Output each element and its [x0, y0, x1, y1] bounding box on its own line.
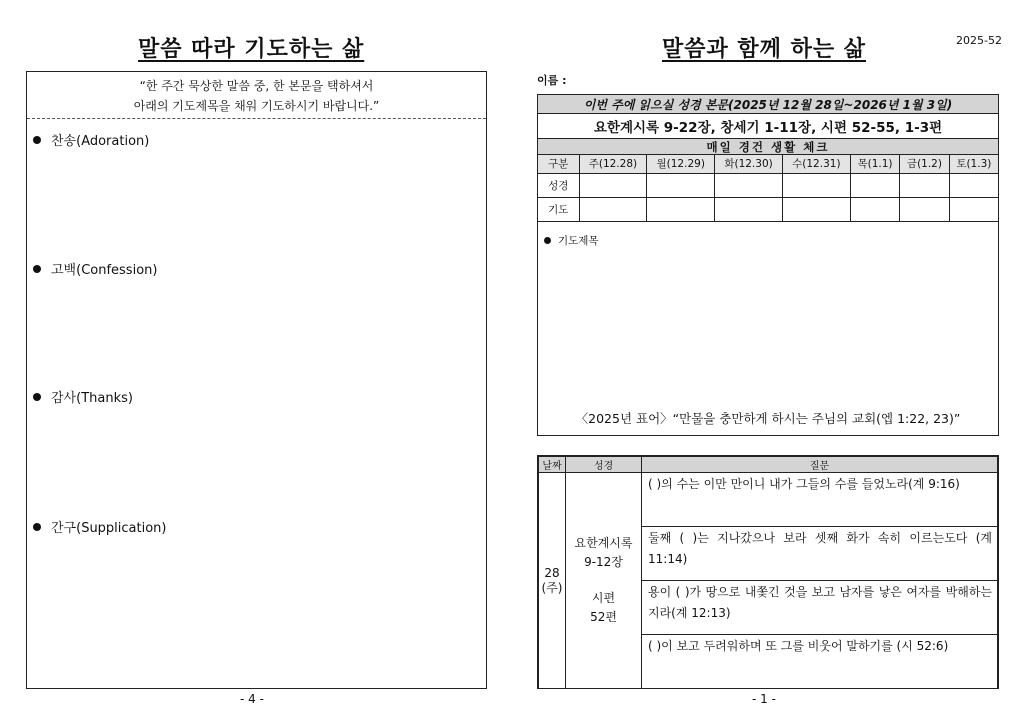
instruction-line-2: 아래의 기도제목을 채워 기도하시기 바랍니다.” [133, 99, 380, 113]
quiz-header-bible: 성경 [566, 457, 642, 473]
check-cell[interactable] [782, 197, 850, 221]
left-page-number: - 4 - [240, 692, 264, 706]
instruction-line-1: “한 주간 묵상한 말씀 중, 한 본문을 택하셔서 [139, 79, 374, 93]
bullet-icon [33, 136, 41, 144]
section-label: 고백(Confession) [51, 263, 158, 278]
check-cell[interactable] [782, 173, 850, 197]
left-page-title: 말씀 따라 기도하는 삶 [138, 37, 365, 62]
bullet-icon [544, 237, 551, 244]
quiz-bible-book-1: 요한계시록 [574, 536, 633, 550]
section-label: 감사(Thanks) [51, 391, 133, 406]
section-thanks [33, 387, 133, 406]
prayer-worksheet [26, 71, 487, 689]
check-row-label: 기도 [538, 197, 579, 221]
section-label: 찬송(Adoration) [51, 134, 150, 149]
quiz-date-day: (주) [541, 580, 563, 595]
section-supplication [33, 517, 167, 536]
spacer [566, 572, 641, 589]
check-cell[interactable] [949, 197, 998, 221]
check-cell[interactable] [900, 173, 949, 197]
section-confession [33, 259, 157, 278]
name-label: 이름 : [537, 74, 567, 87]
daily-check-title: 매일 경건 생활 체크 [538, 139, 998, 155]
check-header-row [538, 155, 998, 173]
check-row-bible [538, 173, 998, 197]
check-header: 수(12.31) [782, 155, 850, 173]
quiz-bible-book-2: 시편 [591, 591, 616, 605]
check-header: 주(12.28) [579, 155, 647, 173]
quiz-header-date: 날짜 [539, 457, 566, 473]
quiz-table [538, 456, 998, 689]
quiz-bible-cell [566, 473, 642, 689]
check-header: 금(1.2) [900, 155, 949, 173]
bullet-icon [33, 523, 41, 531]
check-cell[interactable] [579, 173, 647, 197]
quiz-header-row [539, 457, 998, 473]
check-header: 목(1.1) [850, 155, 899, 173]
check-row-label: 성경 [538, 173, 579, 197]
quiz-question: 둘째 ( )는 지나갔으나 보라 셋째 화가 속히 이르는도다 (계 11:14) [642, 527, 998, 581]
quiz-question: ( )이 보고 두려워하며 또 그를 비웃어 말하기를 (시 52:6) [642, 635, 998, 689]
quiz-date-number: 28 [544, 565, 560, 580]
right-page-number: - 1 - [752, 692, 776, 706]
quiz-header-question: 질문 [642, 457, 998, 473]
check-cell[interactable] [850, 173, 899, 197]
quiz-question: ( )의 수는 이만 만이니 내가 그들의 수를 들었노라(계 9:16) [642, 473, 998, 527]
bulletin-code: 2025-52 [956, 34, 1002, 47]
year-motto: 〈2025년 표어〉“만물을 충만하게 하시는 주님의 교회(엡 1:22, 23)” [575, 411, 961, 426]
check-cell[interactable] [579, 197, 647, 221]
check-header: 화(12.30) [715, 155, 783, 173]
reading-banner: 이번 주에 읽으실 성경 본문(2025년 12월 28일~2026년 1월 3일) [538, 95, 998, 114]
check-cell[interactable] [715, 173, 783, 197]
prayer-topic-text: 기도제목 [558, 235, 599, 247]
prayer-topic-label [544, 233, 599, 248]
check-row-prayer [538, 197, 998, 221]
quiz-row [539, 473, 998, 527]
quiz-box [537, 455, 999, 689]
instruction-text [27, 72, 486, 119]
check-cell[interactable] [647, 197, 715, 221]
check-header: 구분 [538, 155, 579, 173]
bullet-icon [33, 393, 41, 401]
reading-reference: 요한계시록 9-22장, 창세기 1-11장, 시편 52-55, 1-3편 [538, 114, 998, 139]
check-header: 월(12.29) [647, 155, 715, 173]
check-cell[interactable] [647, 173, 715, 197]
check-cell[interactable] [900, 197, 949, 221]
check-cell[interactable] [715, 197, 783, 221]
quiz-date-cell [539, 473, 566, 689]
quiz-question: 용이 ( )가 땅으로 내쫓긴 것을 보고 남자를 낳은 여자를 박해하는지라(계 12:13) [642, 581, 998, 635]
right-page-title: 말씀과 함께 하는 삶 [662, 37, 866, 62]
check-cell[interactable] [949, 173, 998, 197]
daily-check-table [538, 155, 998, 222]
section-adoration [33, 130, 149, 149]
bullet-icon [33, 265, 41, 273]
check-header: 토(1.3) [949, 155, 998, 173]
section-label: 간구(Supplication) [51, 521, 167, 536]
check-cell[interactable] [850, 197, 899, 221]
quiz-bible-chapters-2: 52편 [590, 610, 617, 624]
reading-plan-box [537, 94, 999, 436]
quiz-bible-chapters-1: 9-12장 [584, 555, 623, 569]
